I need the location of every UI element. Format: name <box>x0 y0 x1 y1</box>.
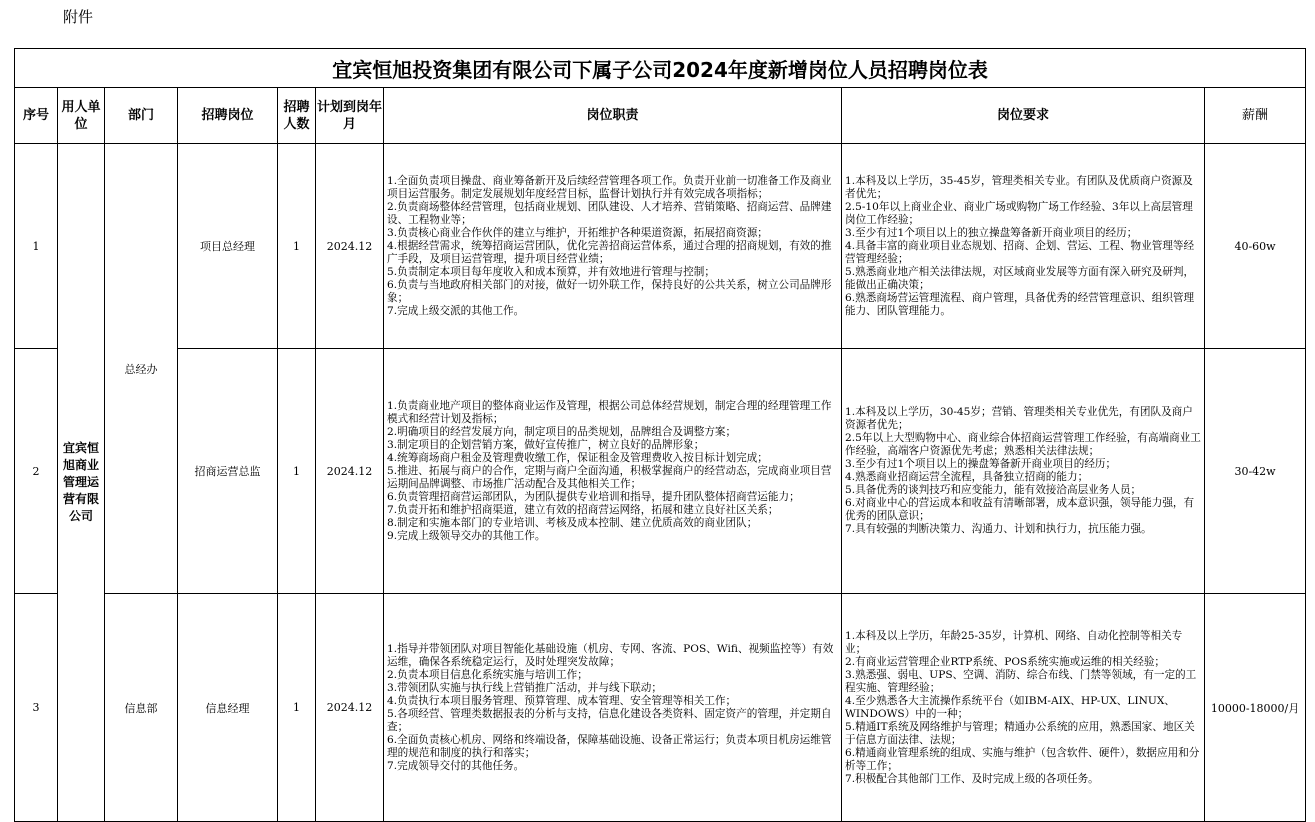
duty-item: 4.负责执行本项目服务管理、预算管理、成本管理、安全管理等相关工作； <box>387 694 737 707</box>
duty-item: 1.指导并带领团队对项目智能化基础设施（机房、专网、客流、POS、Wifi、视频监控等）有效运维，确保各系统稳定运行，及时处理突发故障； <box>387 642 834 668</box>
requirement-item: 6.熟悉商场营运管理流程、商户管理，具备优秀的经营管理意识、组织管理能力、团队管理能力。 <box>845 291 1195 317</box>
duty-item: 3.负责核心商业合作伙伴的建立与维护，开拓维护各种渠道资源，拓展招商资源； <box>387 226 768 239</box>
seq-cell: 1 <box>15 144 58 349</box>
requirement-item: 4.具备丰富的商业项目业态规划、招商、企划、营运、工程、物业管理等经营管理经验； <box>845 239 1195 265</box>
header-unit: 用人单位 <box>58 88 105 144</box>
duty-item: 7.完成上级交派的其他工作。 <box>387 304 525 317</box>
annex-label: 附件 <box>63 8 94 26</box>
table-title: 宜宾恒旭投资集团有限公司下属子公司2024年度新增岗位人员招聘岗位表 <box>15 49 1306 88</box>
duty-item: 6.负责与当地政府相关部门的对接，做好一切外联工作，保持良好的公共关系，树立公司品牌形象； <box>387 278 832 304</box>
requirement-item: 2.有商业运营管理企业RTP系统、POS系统实施或运维的相关经验； <box>845 655 1166 668</box>
position-cell: 招商运营总监 <box>178 349 278 594</box>
duty-item: 5.负责制定本项目每年度收入和成本预算，并有效地进行管理与控制； <box>387 265 715 278</box>
requirements-cell <box>842 144 1205 349</box>
duty-item: 6.负责管理招商营运部团队，为团队提供专业培训和指导，提升团队整体招商营运能力； <box>387 490 800 503</box>
table-row <box>15 144 1306 349</box>
salary-cell: 30-42w <box>1205 349 1306 594</box>
requirement-item: 5.熟悉商业地产相关法律法规，对区域商业发展等方面有深入研究及研判，能做出正确决策； <box>845 265 1195 291</box>
seq-cell: 2 <box>15 349 58 594</box>
count-cell: 1 <box>278 594 316 822</box>
requirements-cell <box>842 349 1205 594</box>
count-cell: 1 <box>278 349 316 594</box>
duty-item: 2.负责商场整体经营管理，包括商业规划、团队建设、人才培养、营销策略、招商运营、品牌建设、工程物业等； <box>387 200 832 226</box>
requirement-item: 4.熟悉商业招商运营全流程，具备独立招商的能力； <box>845 471 1089 483</box>
table-row <box>15 349 1306 594</box>
duty-item: 4.统筹商场商户租金及管理费收缴工作，保证租金及管理费收入按目标计划完成； <box>387 451 768 464</box>
requirement-item: 1.本科及以上学历，35-45岁，管理类相关专业。有团队及优质商户资源及者优先； <box>845 174 1193 200</box>
requirement-item: 3.至少有过1个项目以上的操盘筹备新开商业项目的经历； <box>845 458 1117 470</box>
requirement-item: 3.熟悉强、弱电、UPS、空调、消防、综合布线、门禁等领域，有一定的工程实施、管理经验； <box>845 668 1197 694</box>
duties-cell <box>384 144 842 349</box>
duty-item: 7.负责开拓和维护招商渠道，建立有效的招商营运网络，拓展和建立良好社区关系； <box>387 503 779 516</box>
header-row <box>15 88 1306 144</box>
header-department: 部门 <box>105 88 178 144</box>
requirement-item: 1.本科及以上学历，30-45岁；营销、管理类相关专业优先，有团队及商户资源者优先； <box>845 406 1193 431</box>
requirement-item: 5.精通IT系统及网络维护与管理；精通办公系统的应用，熟悉国家、地区关于信息方面法律、法规； <box>845 720 1195 746</box>
plan-date-cell: 2024.12 <box>316 594 384 822</box>
requirement-item: 3.至少有过1个项目以上的独立操盘筹备新开商业项目的经历； <box>845 226 1138 239</box>
seq-cell: 3 <box>15 594 58 822</box>
duty-item: 7.完成领导交付的其他任务。 <box>387 759 525 772</box>
header-plan-date: 计划到岗年月 <box>316 88 384 144</box>
duty-item: 1.全面负责项目操盘、商业筹备新开及后续经营管理各项工作。负责开业前一切准备工作及商业项目运营服务。制定发展规划年度经营目标，监督计划执行并有效完成各项指标； <box>387 174 832 200</box>
duty-item: 5.推进、拓展与商户的合作，定期与商户全面沟通，积极掌握商户的经营动态，完成商业项目营运期间品牌调整、市场推广活动配合及其他相关工作； <box>387 464 832 490</box>
header-count: 招聘人数 <box>278 88 316 144</box>
header-seq: 序号 <box>15 88 58 144</box>
requirement-item: 7.具有较强的判断决策力、沟通力、计划和执行力，抗压能力强。 <box>845 523 1152 535</box>
department-cell: 信息部 <box>105 594 178 822</box>
requirement-item: 2.5-10年以上商业企业、商业广场或购物广场工作经验、3年以上高层管理岗位工作经验； <box>845 200 1193 226</box>
requirement-item: 2.5年以上大型购物中心、商业综合体招商运营管理工作经验，有高端商业工作经验，高端客户资源优先考虑；熟悉相关法律法规； <box>845 432 1201 457</box>
duty-item: 3.带领团队实施与执行线上营销推广活动，并与线下联动； <box>387 681 662 694</box>
unit-cell: 宜宾恒旭商业管理运营有限公司 <box>58 144 105 822</box>
duty-item: 2.负责本项目信息化系统实施与培训工作； <box>387 668 588 681</box>
department-cell: 总经办 <box>105 144 178 594</box>
header-salary: 薪酬 <box>1205 88 1306 144</box>
requirement-item: 7.积极配合其他部门工作、及时完成上级的各项任务。 <box>845 772 1099 785</box>
plan-date-cell: 2024.12 <box>316 349 384 594</box>
duty-item: 6.全面负责核心机房、网络和终端设备，保障基础设施、设备正常运行；负责本项目机房运维管理的规范和制度的执行和落实； <box>387 733 832 759</box>
header-duties: 岗位职责 <box>384 88 842 144</box>
table-row <box>15 594 1306 822</box>
salary-cell: 10000-18000/月 <box>1205 594 1306 822</box>
position-cell: 信息经理 <box>178 594 278 822</box>
requirement-item: 6.精通商业管理系统的组成、实施与维护（包含软件、硬件），数据应用和分析等工作； <box>845 746 1200 772</box>
duties-cell <box>384 594 842 822</box>
duty-item: 1.负责商业地产项目的整体商业运作及管理，根据公司总体经营规划，制定合理的经理管理工作模式和经营计划及指标； <box>387 399 832 425</box>
requirements-cell <box>842 594 1205 822</box>
duty-item: 2.明确项目的经营发展方向，制定项目的品类规划，品牌组合及调整方案； <box>387 425 737 438</box>
recruitment-table <box>14 48 1306 822</box>
salary-cell: 40-60w <box>1205 144 1306 349</box>
requirement-item: 6.对商业中心的营运成本和收益有清晰部署，成本意识强，领导能力强，有优秀的团队意识； <box>845 497 1195 522</box>
duty-item: 3.制定项目的企划营销方案，做好宣传推广，树立良好的品牌形象； <box>387 438 705 451</box>
header-position: 招聘岗位 <box>178 88 278 144</box>
requirement-item: 5.具备优秀的谈判技巧和应变能力，能有效接洽高层业务人员； <box>845 484 1142 496</box>
count-cell: 1 <box>278 144 316 349</box>
requirement-item: 4.至少熟悉各大主流操作系统平台（如IBM-AIX、HP-UX、LINUX、WINDOWS）中的一种； <box>845 694 1175 720</box>
duty-item: 4.根据经营需求，统筹招商运营团队，优化完善招商运营体系，通过合理的招商规划，有效的推广手段，及项目运营管理，提升项目经营业绩； <box>387 239 832 265</box>
plan-date-cell: 2024.12 <box>316 144 384 349</box>
position-cell: 项目总经理 <box>178 144 278 349</box>
duty-item: 5.各项经营、管理类数据报表的分析与支持，信息化建设各类资料、固定资产的管理，并定期自查； <box>387 707 832 733</box>
duties-cell <box>384 349 842 594</box>
duty-item: 8.制定和实施本部门的专业培训、考核及成本控制、建立优质高效的商业团队； <box>387 516 758 529</box>
header-requirements: 岗位要求 <box>842 88 1205 144</box>
requirement-item: 1.本科及以上学历，年龄25-35岁，计算机、网络、自动化控制等相关专业； <box>845 629 1183 655</box>
duty-item: 9.完成上级领导交办的其他工作。 <box>387 529 546 542</box>
